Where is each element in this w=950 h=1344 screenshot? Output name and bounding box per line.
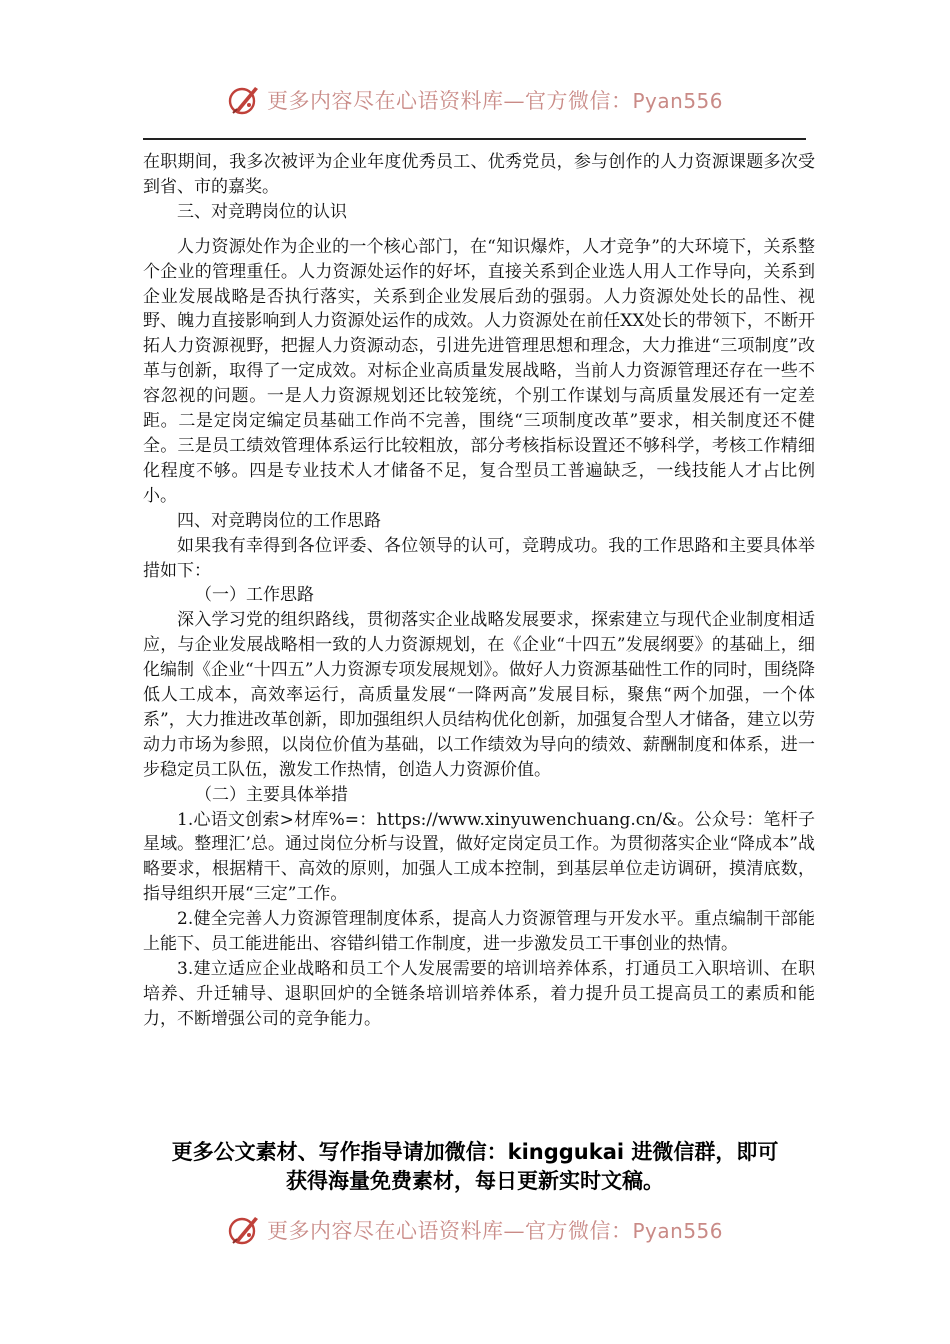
- paragraph-position-understanding: 人力资源处作为企业的一个核心部门，在“知识爆炸，人才竞争”的大环境下，关系整个企业的管理重任。人力资源处运作的好坏，直接关系到企业选人用人工作导向，关系到企业发展战略是否执行落实，关系到企业发展后劲的强弱。人力资源处处长的品性、视野、魄力直接影响到人力资源处运作的成效。人力资源处在前任XX处长的带领下，不断开拓人力资源视野，把握人力资源动态，引进先进管理思想和理念，大力推进“三项制度”改革与创新，取得了一定成效。对标企业高质量发展战略，当前人力资源管理还存在一些不容忽视的问题。一是人力资源规划还比较笼统，个别工作谋划与高质量发展还有一定差距。二是定岗定编定员基础工作尚不完善，围绕“三项制度改革”要求，相关制度还不健全。三是员工绩效管理体系运行比较粗放，部分考核指标设置还不够科学，考核工作精细化程度不够。四是专业技术人才储备不足，复合型员工普遍缺乏，一线技能人才占比例小。: [143, 236, 815, 506]
- paragraph-intro: 如果我有幸得到各位评委、各位领导的认可，竞聘成功。我的工作思路和主要具体举措如下：: [143, 535, 815, 581]
- paragraph-merits: 在职期间，我多次被评为企业年度优秀员工、优秀党员，参与创作的人力资源课题多次受到省、市的嘉奖。: [143, 152, 815, 197]
- list-item-measure-1: 1.心语文创索>材库%=：https://www.xinyuwenchuang.cn/&。公众号：笔杆子星域。整理汇’总。通过岗位分析与设置，做好定岗定员工作。为贯彻落实企业“降成本”战略要求，根据精干、高效的原则，加强人工成本控制，到基层单位走访调研，摸清底数，指导组织开展“三定”工作。: [143, 809, 815, 905]
- subheading-work-ideas: （一）工作思路: [195, 585, 314, 606]
- subheading-measures: （二）主要具体举措: [195, 784, 348, 805]
- section-heading-4: 四、对竞聘岗位的工作思路: [177, 510, 381, 531]
- header-divider: [143, 138, 806, 140]
- paragraph-work-ideas: 深入学习党的组织路线，贯彻落实企业战略发展要求，探索建立与现代企业制度相适应，与企业发展战略相一致的人力资源规划，在《企业“十四五”发展纲要》的基础上，细化编制《企业“十四五”人力资源专项发展规划》。做好人力资源基础性工作的同时，围绕降低人工成本，高效率运行，高质量发展“一降两高”发展目标，聚焦“两个加强，一个体系”，大力推进改革创新，即加强组织人员结构优化创新，加强复合型人才储备，建立以劳动力市场为参照，以岗位价值为基础，以工作绩效为导向的绩效、薪酬制度和体系，进一步稳定员工队伍，激发工作热情，创造人力资源价值。: [143, 610, 815, 780]
- header-banner-text: 更多内容尽在心语资料库—官方微信：Pyan556: [266, 89, 723, 113]
- footer-banner-text: 更多内容尽在心语资料库—官方微信：Pyan556: [266, 1219, 723, 1243]
- promo-note-line-2: 获得海量免费素材，每日更新实时文稿。: [286, 1169, 664, 1193]
- list-item-measure-2: 2.健全完善人力资源管理制度体系，提高人力资源管理与开发水平。重点编制干部能上能下、员工能进能出、容错纠错工作制度，进一步激发员工干事创业的热情。: [143, 909, 815, 955]
- footer-banner: [0, 1210, 950, 1250]
- header-banner: [0, 80, 950, 120]
- list-item-measure-3: 3.建立适应企业战略和员工个人发展需要的培训培养体系，打通员工入职培训、在职培养、升迁辅导、退职回炉的全链条培训培养体系，着力提升员工提高员工的素质和能力，不断增强公司的竞争能力。: [143, 959, 815, 1029]
- footer-wechat-id: Pyan556: [632, 1219, 723, 1243]
- promo-note: [100, 1138, 850, 1196]
- section-heading-3: 三、对竞聘岗位的认识: [177, 201, 347, 222]
- quill-pen-logo-icon: [227, 1213, 261, 1247]
- document-body: [143, 150, 815, 1032]
- promo-note-line-1: 更多公文素材、写作指导请加微信：kinggukai 进微信群，即可: [171, 1140, 779, 1164]
- quill-pen-logo-icon: [227, 83, 261, 117]
- header-wechat-id: Pyan556: [632, 89, 723, 113]
